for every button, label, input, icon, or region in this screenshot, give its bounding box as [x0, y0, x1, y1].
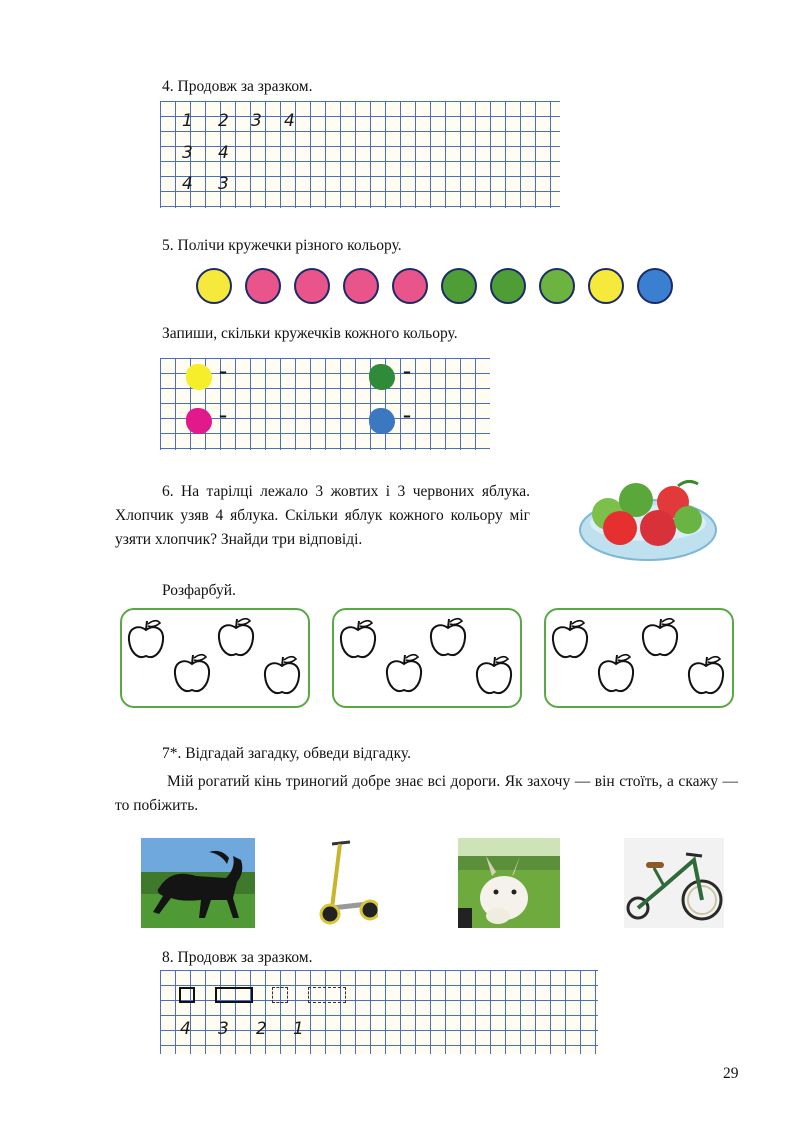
task4-row1-n2: 2: [218, 111, 229, 131]
green-blob-icon: [369, 364, 395, 390]
goat-icon[interactable]: [458, 838, 560, 928]
task8-n3: 2: [256, 1019, 267, 1039]
task4-row2-n2: 4: [218, 143, 229, 163]
rect-dashed: [308, 987, 346, 1003]
task8-n1: 4: [180, 1019, 191, 1039]
apple-icon: [172, 652, 212, 701]
pink-dash: –: [219, 406, 227, 425]
colored-circle: [539, 268, 575, 304]
task5-subtitle: Запиши, скільки кружечків кожного кольору.: [162, 325, 458, 342]
task7-title: 7*. Відгадай загадку, обведи відгадку.: [162, 745, 411, 762]
task7-riddle: Мій рогатий кінь триногий добре знає всі дороги. Як захочу — він стоїть, а скажу — то побіжить.: [115, 773, 738, 814]
task4-row1-n4: 4: [284, 111, 295, 131]
task4-row1-n3: 3: [251, 111, 262, 131]
apple-icon: [126, 618, 166, 667]
task5-title: 5. Полічи кружечки різного кольору.: [162, 237, 402, 254]
apple-icon: [428, 616, 468, 665]
apple-icon: [384, 652, 424, 701]
plate-of-apples-icon: [578, 478, 718, 568]
task4-row1-n1: 1: [182, 111, 193, 131]
square-dashed: [272, 987, 288, 1003]
apple-icon: [640, 616, 680, 665]
rect-large: [215, 987, 253, 1003]
blue-blob-icon: [369, 408, 395, 434]
task8-n4: 1: [293, 1019, 304, 1039]
blue-dash: –: [403, 406, 411, 425]
task4-row3-n2: 3: [218, 174, 229, 194]
colored-circle: [196, 268, 232, 304]
task6-colorize: Розфарбуй.: [162, 582, 236, 599]
colored-circle: [490, 268, 526, 304]
apple-icon: [686, 654, 726, 703]
task4-row2-n1: 3: [182, 143, 193, 163]
task6-text: 6. На тарілці лежало 3 жовтих і 3 червоних яблука. Хлопчик узяв 4 яблука. Скільки яблук кожного кольору міг узяти хлопчик? Знайди три відповіді.: [115, 483, 530, 548]
yellow-dash: –: [219, 362, 227, 381]
apple-icon: [216, 616, 256, 665]
horse-icon[interactable]: [141, 838, 255, 928]
apple-icon: [338, 618, 378, 667]
colored-circle: [245, 268, 281, 304]
colored-circle: [343, 268, 379, 304]
task4-row3-n1: 4: [182, 174, 193, 194]
colored-circle: [294, 268, 330, 304]
apple-icon: [596, 652, 636, 701]
pink-blob-icon: [186, 408, 212, 434]
task4-title: 4. Продовж за зразком.: [162, 78, 313, 95]
task8-n2: 3: [218, 1019, 229, 1039]
yellow-blob-icon: [186, 364, 212, 390]
page-number: 29: [723, 1065, 739, 1082]
colored-circle: [441, 268, 477, 304]
apple-icon: [262, 654, 302, 703]
apple-icon: [550, 618, 590, 667]
scooter-icon[interactable]: [318, 838, 378, 928]
task8-title: 8. Продовж за зразком.: [162, 949, 313, 966]
colored-circle: [588, 268, 624, 304]
task8-grid[interactable]: [160, 970, 598, 1054]
tricycle-icon[interactable]: [624, 838, 724, 928]
square-small: [179, 987, 195, 1003]
green-dash: –: [403, 362, 411, 381]
colored-circle: [637, 268, 673, 304]
colored-circle: [392, 268, 428, 304]
apple-icon: [474, 654, 514, 703]
